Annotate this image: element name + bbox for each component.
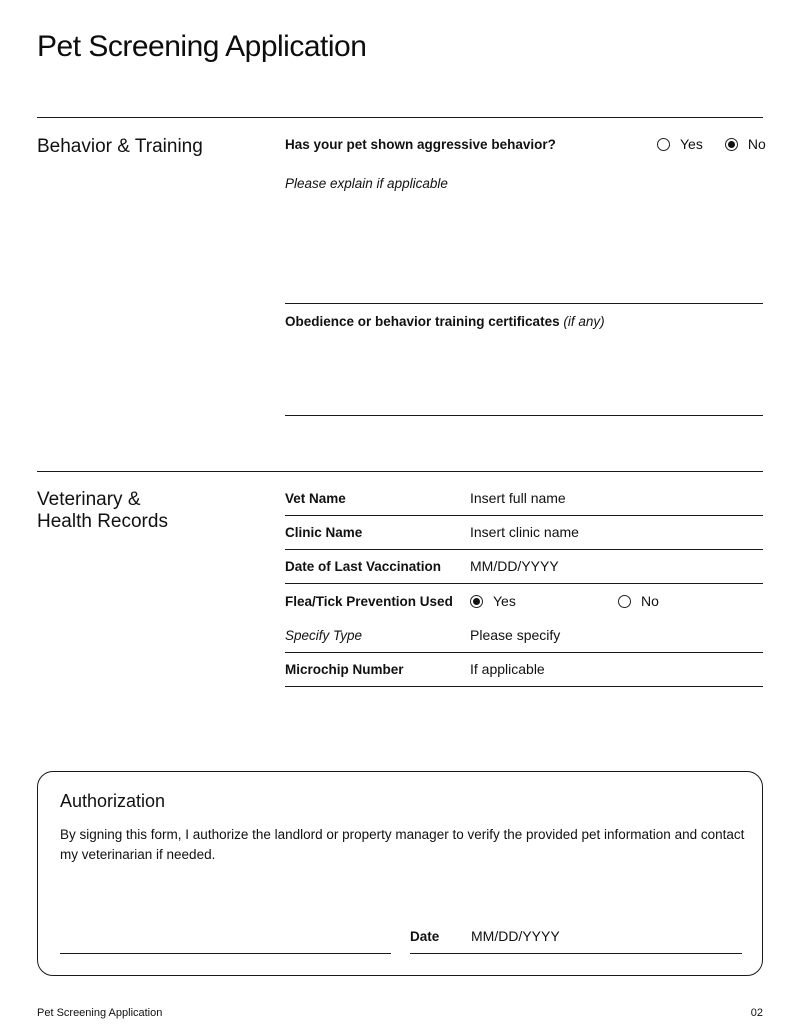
page-title: Pet Screening Application bbox=[37, 30, 367, 63]
vaccination-row bbox=[285, 549, 763, 583]
section-title-behavior: Behavior & Training bbox=[37, 136, 203, 157]
vaccination-date-input[interactable]: MM/DD/YYYY bbox=[470, 558, 559, 574]
specify-type-label: Specify Type bbox=[285, 627, 363, 643]
authorization-date-field bbox=[410, 927, 742, 954]
flea-row bbox=[285, 584, 763, 618]
authorization-date-label: Date bbox=[410, 929, 440, 944]
aggression-no-radio[interactable] bbox=[725, 136, 766, 152]
certificates-textarea[interactable] bbox=[285, 334, 763, 414]
clinic-name-input[interactable]: Insert clinic name bbox=[470, 524, 579, 540]
flea-yes-label: Yes bbox=[493, 593, 516, 609]
explain-help-text: Please explain if applicable bbox=[285, 176, 448, 191]
specify-type-row bbox=[285, 618, 763, 652]
clinic-name-label: Clinic Name bbox=[285, 524, 363, 540]
section-title-line: Health Records bbox=[37, 511, 168, 532]
section-divider bbox=[37, 117, 763, 118]
flea-label: Flea/Tick Prevention Used bbox=[285, 593, 453, 609]
aggression-question: Has your pet shown aggressive behavior? bbox=[285, 137, 556, 152]
authorization-title: Authorization bbox=[60, 791, 166, 811]
radio-unchecked-icon bbox=[618, 595, 631, 608]
authorization-box bbox=[37, 771, 763, 976]
authorization-text: By signing this form, I authorize the landlord or property manager to verify the provided pet information and contact my veterinarian if needed. bbox=[60, 827, 745, 862]
microchip-input[interactable]: If applicable bbox=[470, 661, 545, 677]
vet-name-input[interactable]: Insert full name bbox=[470, 490, 566, 506]
specify-type-input[interactable]: Please specify bbox=[470, 627, 561, 643]
microchip-label: Microchip Number bbox=[285, 661, 404, 677]
section-title-veterinary bbox=[37, 489, 168, 533]
certificates-underline bbox=[285, 415, 763, 416]
microchip-row bbox=[285, 652, 763, 686]
radio-unchecked-icon bbox=[657, 138, 670, 151]
aggression-no-label: No bbox=[747, 136, 766, 152]
certificates-label bbox=[285, 314, 605, 329]
section-title-line: Veterinary & bbox=[37, 489, 141, 510]
authorization-date-input[interactable]: MM/DD/YYYY bbox=[471, 928, 560, 944]
footer-title: Pet Screening Application bbox=[37, 1007, 163, 1019]
radio-checked-icon bbox=[470, 595, 483, 608]
vaccination-label: Date of Last Vaccination bbox=[285, 558, 442, 574]
certificates-label-text: Obedience or behavior training certificates bbox=[285, 314, 560, 329]
radio-checked-icon bbox=[725, 138, 738, 151]
vet-name-row bbox=[285, 481, 763, 515]
explain-underline bbox=[285, 303, 763, 304]
row-divider bbox=[285, 686, 763, 687]
flea-no-label: No bbox=[641, 593, 659, 609]
explain-textarea[interactable] bbox=[285, 196, 763, 302]
flea-yes-radio[interactable] bbox=[470, 593, 618, 609]
section-divider bbox=[37, 471, 763, 472]
aggression-radio-group bbox=[657, 136, 766, 152]
clinic-name-row bbox=[285, 515, 763, 549]
page-number: 02 bbox=[750, 1007, 763, 1019]
aggression-yes-radio[interactable] bbox=[657, 136, 703, 152]
signature-line[interactable] bbox=[60, 953, 391, 954]
aggression-yes-label: Yes bbox=[680, 136, 703, 152]
certificates-label-suffix: (if any) bbox=[563, 314, 605, 329]
vet-name-label: Vet Name bbox=[285, 490, 346, 506]
date-underline bbox=[410, 953, 742, 954]
flea-no-radio[interactable] bbox=[618, 593, 659, 609]
